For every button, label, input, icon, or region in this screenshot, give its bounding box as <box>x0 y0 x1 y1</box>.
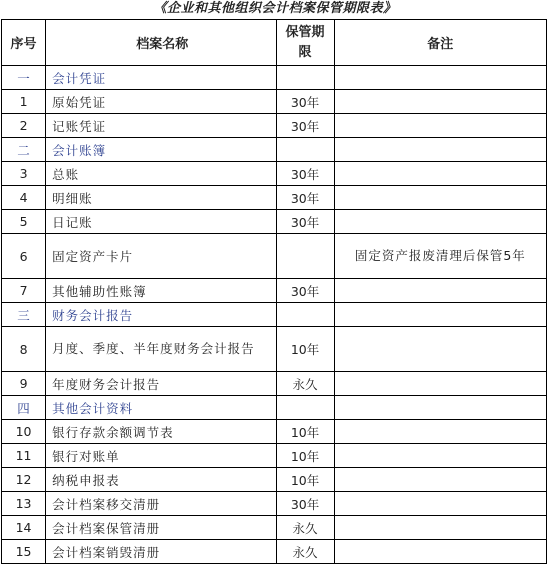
cell-period: 10年 <box>276 327 334 372</box>
cell-name: 银行对账单 <box>46 444 276 468</box>
cell-period: 30年 <box>276 114 334 138</box>
cell-no: 1 <box>2 90 46 114</box>
cell-period: 10年 <box>276 468 334 492</box>
section-row <box>2 396 547 420</box>
cell-period: 永久 <box>276 516 334 540</box>
cell-no: 一 <box>2 66 46 90</box>
cell-period: 30年 <box>276 279 334 303</box>
cell-name: 会计档案移交清册 <box>46 492 276 516</box>
cell-no: 3 <box>2 162 46 186</box>
cell-period <box>276 234 334 279</box>
table-row <box>2 327 547 372</box>
header-remark: 备注 <box>334 20 546 66</box>
cell-period: 永久 <box>276 372 334 396</box>
cell-remark <box>334 516 546 540</box>
cell-name: 明细账 <box>46 186 276 210</box>
cell-name: 日记账 <box>46 210 276 234</box>
cell-name: 年度财务会计报告 <box>46 372 276 396</box>
cell-period <box>276 66 334 90</box>
table-row <box>2 468 547 492</box>
cell-name: 其他会计资料 <box>46 396 276 420</box>
cell-name: 会计凭证 <box>46 66 276 90</box>
table-row <box>2 234 547 279</box>
cell-period: 30年 <box>276 90 334 114</box>
cell-no: 11 <box>2 444 46 468</box>
cell-remark <box>334 444 546 468</box>
cell-name: 财务会计报告 <box>46 303 276 327</box>
cell-no: 10 <box>2 420 46 444</box>
cell-no: 8 <box>2 327 46 372</box>
cell-name: 月度、季度、半年度财务会计报告 <box>46 327 276 372</box>
section-row <box>2 66 547 90</box>
cell-remark <box>334 303 546 327</box>
cell-remark <box>334 138 546 162</box>
cell-no: 14 <box>2 516 46 540</box>
table-row <box>2 540 547 564</box>
cell-remark <box>334 279 546 303</box>
cell-no: 2 <box>2 114 46 138</box>
cell-no: 三 <box>2 303 46 327</box>
cell-remark <box>334 210 546 234</box>
table-row <box>2 516 547 540</box>
cell-name: 银行存款余额调节表 <box>46 420 276 444</box>
header-period: 保管期限 <box>276 20 334 66</box>
cell-no: 四 <box>2 396 46 420</box>
cell-remark <box>334 66 546 90</box>
cell-name: 固定资产卡片 <box>46 234 276 279</box>
cell-remark <box>334 420 546 444</box>
table-row <box>2 162 547 186</box>
cell-no: 9 <box>2 372 46 396</box>
cell-name: 其他辅助性账簿 <box>46 279 276 303</box>
cell-remark <box>334 492 546 516</box>
cell-period: 30年 <box>276 186 334 210</box>
section-row <box>2 303 547 327</box>
table-row <box>2 444 547 468</box>
cell-remark <box>334 114 546 138</box>
cell-name: 纳税申报表 <box>46 468 276 492</box>
table-row <box>2 372 547 396</box>
cell-name: 总账 <box>46 162 276 186</box>
header-row <box>2 20 547 66</box>
cell-period: 30年 <box>276 210 334 234</box>
cell-remark <box>334 372 546 396</box>
cell-name: 会计档案保管清册 <box>46 516 276 540</box>
header-no: 序号 <box>2 20 46 66</box>
cell-period <box>276 138 334 162</box>
table-row <box>2 210 547 234</box>
table-row <box>2 114 547 138</box>
cell-remark <box>334 468 546 492</box>
cell-period <box>276 396 334 420</box>
cell-period: 永久 <box>276 540 334 564</box>
cell-no: 7 <box>2 279 46 303</box>
cell-remark <box>334 540 546 564</box>
cell-remark <box>334 90 546 114</box>
cell-name: 原始凭证 <box>46 90 276 114</box>
retention-table <box>1 19 547 564</box>
cell-no: 6 <box>2 234 46 279</box>
section-row <box>2 138 547 162</box>
cell-period: 10年 <box>276 420 334 444</box>
cell-name: 会计档案销毁清册 <box>46 540 276 564</box>
cell-no: 5 <box>2 210 46 234</box>
cell-no: 15 <box>2 540 46 564</box>
cell-no: 4 <box>2 186 46 210</box>
cell-remark <box>334 327 546 372</box>
table-row <box>2 279 547 303</box>
cell-period <box>276 303 334 327</box>
table-row <box>2 492 547 516</box>
cell-remark <box>334 186 546 210</box>
cell-name: 会计账簿 <box>46 138 276 162</box>
header-name: 档案名称 <box>46 20 276 66</box>
table-row <box>2 186 547 210</box>
cell-period: 30年 <box>276 492 334 516</box>
table-row <box>2 420 547 444</box>
table-title: 《企业和其他组织会计档案保管期限表》 <box>153 1 397 16</box>
cell-name: 记账凭证 <box>46 114 276 138</box>
table-row <box>2 90 547 114</box>
cell-remark <box>334 162 546 186</box>
cell-no: 13 <box>2 492 46 516</box>
cell-remark <box>334 396 546 420</box>
cell-no: 12 <box>2 468 46 492</box>
cell-period: 10年 <box>276 444 334 468</box>
cell-no: 二 <box>2 138 46 162</box>
cell-remark: 固定资产报废清理后保管5年 <box>334 234 546 279</box>
cell-period: 30年 <box>276 162 334 186</box>
